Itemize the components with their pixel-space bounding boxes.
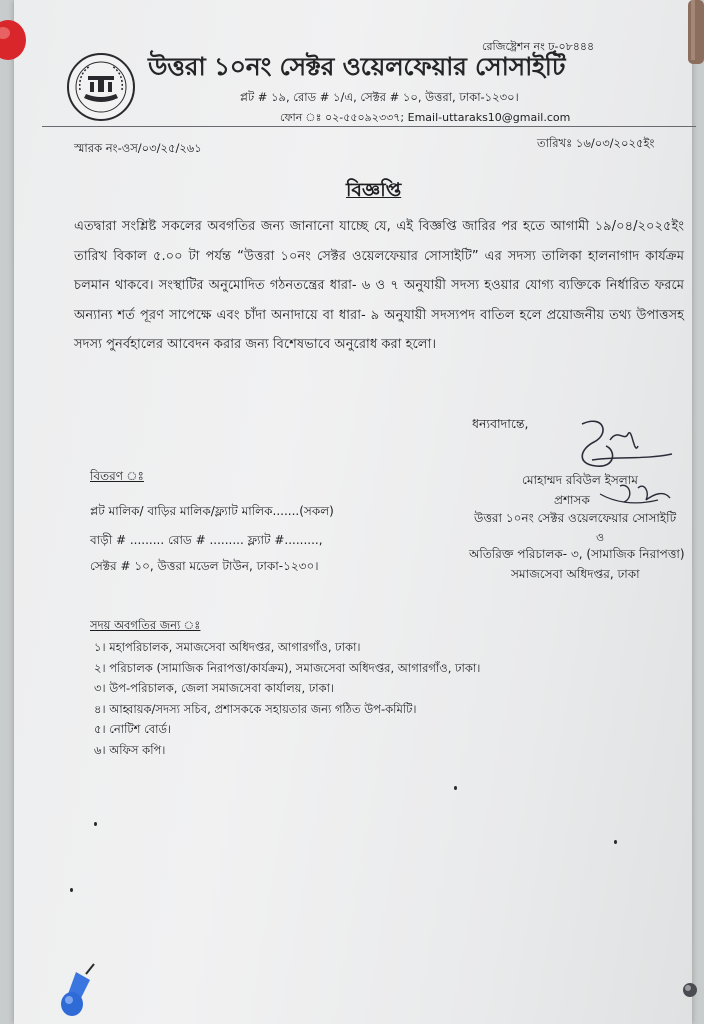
- red-pushpin-icon: [0, 18, 26, 62]
- signatory-name: মোহাম্মদ রবিউল ইসলাম: [522, 473, 638, 487]
- info-heading: সদয় অবগতির জন্য ঃ: [90, 618, 201, 632]
- organization-address: প্লট # ১৯, রোড # ১/এ, সেক্টর # ১০, উত্তরা, ঢাকা-১২৩০।: [240, 90, 519, 104]
- pin-hole: [94, 822, 97, 826]
- distribution-line: বাড়ী # ......... রোড # ......... ফ্ল্যাট #.........,: [90, 533, 323, 547]
- notice-paper: [14, 0, 692, 1024]
- distribution-line: প্লট মালিক/ বাড়ির মালিক/ফ্ল্যাট মালিক.......(সকল): [90, 504, 334, 518]
- notice-title: বিজ্ঞপ্তি: [346, 179, 402, 201]
- list-item: ৫। নোটিশ বোর্ড।: [94, 722, 172, 737]
- list-item: ৪। আহ্বায়ক/সদস্য সচিব, প্রশাসককে সহায়তার জন্য গঠিত উপ-কমিটি।: [94, 701, 417, 716]
- header-divider: [42, 126, 696, 127]
- memo-number: স্মারক নং-ওস/০৩/২৫/২৬১: [74, 141, 202, 155]
- distribution-heading: বিতরণ ঃ: [90, 469, 144, 483]
- closing-text: ধন্যবাদান্তে,: [472, 416, 529, 431]
- signatory-role: অতিরিক্ত পরিচালক- ৩, (সামাজিক নিরাপত্তা): [469, 547, 685, 561]
- list-item: ৬। অফিস কপি।: [94, 742, 166, 757]
- notice-date: তারিখঃ ১৬/০৩/২০২৫ইং: [537, 136, 655, 150]
- organization-name: উত্তরা ১০নং সেক্টর ওয়েলফেয়ার সোসাইটি: [148, 52, 566, 81]
- registration-number: রেজিষ্ট্রেশন নং ঢ-০৮৪৪৪: [482, 40, 595, 53]
- society-seal-icon: [66, 52, 136, 122]
- signatory-title: প্রশাসক: [554, 493, 590, 507]
- blue-pushpin-icon: [58, 962, 102, 1022]
- signatory-conjunction: ও: [596, 531, 605, 544]
- info-recipient-list: [94, 637, 480, 761]
- pushpin-head-icon: [680, 980, 700, 1000]
- signatory-organization: উত্তরা ১০নং সেক্টর ওয়েলফেয়ার সোসাইটি: [474, 511, 677, 525]
- distribution-line: সেক্টর # ১০, উত্তরা মডেল টাউন, ঢাকা-১২৩০।: [90, 559, 319, 573]
- signatory-department: সমাজসেবা অধিদপ্তর, ঢাকা: [511, 567, 640, 581]
- organization-contact: ফোন ঃ ০২-৫৫০৯২৩৩৭; Email-uttaraks10@gmail.com: [280, 111, 571, 124]
- list-item: ৩। উপ-পরিচালক, জেলা সমাজসেবা কার্যালয়, ঢাকা।: [94, 681, 335, 696]
- pushpin-icon: [682, 0, 704, 70]
- pin-hole: [454, 786, 457, 790]
- list-item: ১। মহাপরিচালক, সমাজসেবা অধিদপ্তর, আগারগাঁও, ঢাকা।: [94, 640, 361, 654]
- list-item: ২। পরিচালক (সামাজিক নিরাপত্তা/কার্যক্রম), সমাজসেবা অধিদপ্তর, আগারগাঁও, ঢাকা।: [94, 660, 481, 675]
- pin-hole: [70, 888, 73, 892]
- pin-hole: [614, 840, 617, 844]
- notice-body: এতদ্বারা সংশ্লিষ্ট সকলের অবগতির জন্য জানানো যাচ্ছে যে, এই বিজ্ঞপ্তি জারির পর হতে আগামী ১৯/০৪/২০২৫ইং তারিখ বিকাল ৫.০০ টা পর্যন্ত “উত্তরা ১০নং সেক্টর ওয়েলফেয়ার সোসাইটি” এর সদস্য তালিকা হালনাগাদ কার্যক্রম চলমান থাকবে। সংস্থাটির অনুমোদিত গঠনতন্ত্রের ধারা- ৬ ও ৭ অনুযায়ী সদস্য হওয়ার যোগ্য ব্যক্তিকে নির্ধারিত ফরমে অন্যান্য শর্ত পূরণ সাপেক্ষে এবং চাঁদা অনাদায়ে বা ধারা- ৯ অনুযায়ী সদস্যপদ বাতিল হলে প্রয়োজনীয় তথ্য উপাত্তসহ সদস্য পুনর্বহালের আবেদন করার জন্য বিশেষভাবে অনুরোধ করা হলো।: [74, 219, 684, 353]
